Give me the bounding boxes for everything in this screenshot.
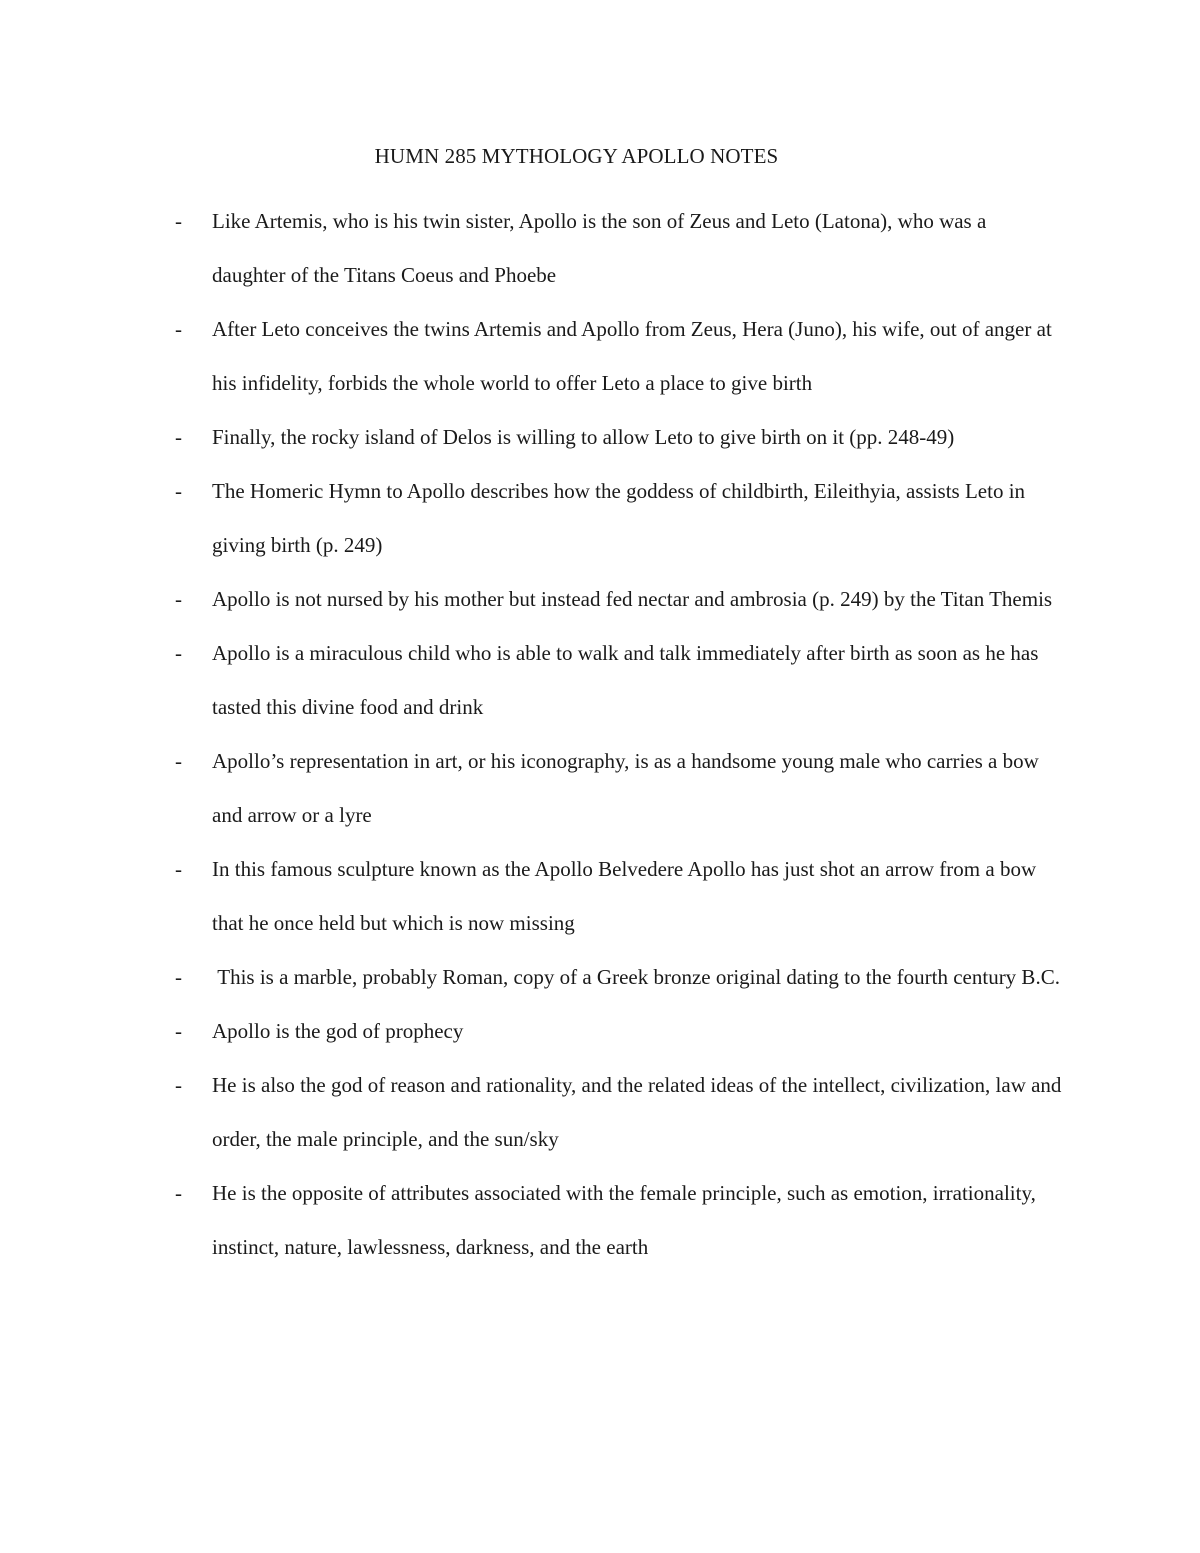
note-text: This is a marble, probably Roman, copy of a Greek bronze original dating to the fourth century B.C.: [212, 965, 1060, 989]
note-text: Finally, the rocky island of Delos is willing to allow Leto to give birth on it (pp. 248-49): [212, 425, 955, 449]
bullet-dash: -: [175, 479, 182, 503]
list-item: [0, 1004, 1062, 1058]
bullet-dash: -: [175, 1073, 182, 1097]
note-text: Apollo’s representation in art, or his iconography, is as a handsome young male who carries a bow and arrow or a lyre: [212, 749, 1039, 827]
bullet-dash: -: [175, 965, 182, 989]
bullet-dash: -: [175, 317, 182, 341]
note-text: Apollo is not nursed by his mother but instead fed nectar and ambrosia (p. 249) by the Titan Themis: [212, 587, 1053, 611]
note-text: Apollo is a miraculous child who is able to walk and talk immediately after birth as soon as he has tasted this divine food and drink: [212, 641, 1039, 719]
list-item: [0, 626, 1062, 734]
note-text: In this famous sculpture known as the Apollo Belvedere Apollo has just shot an arrow from a bow that he once held but which is now missing: [212, 857, 1037, 935]
bullet-dash: -: [175, 587, 182, 611]
list-item: [0, 734, 1062, 842]
bullet-dash: -: [175, 425, 182, 449]
list-item: [0, 194, 1062, 302]
notes-list: [0, 194, 1200, 1274]
list-item: [0, 842, 1062, 950]
note-text: Like Artemis, who is his twin sister, Apollo is the son of Zeus and Leto (Latona), who was a daughter of the Titans Coeus and Phoebe: [212, 209, 987, 287]
list-item: [0, 410, 1062, 464]
bullet-dash: -: [175, 857, 182, 881]
note-text: After Leto conceives the twins Artemis and Apollo from Zeus, Hera (Juno), his wife, out of anger at his infidelity, forbids the whole world to offer Leto a place to give birth: [212, 317, 1052, 395]
list-item: [0, 464, 1062, 572]
list-item: [0, 950, 1062, 1004]
list-item: [0, 1166, 1062, 1274]
note-text: The Homeric Hymn to Apollo describes how the goddess of childbirth, Eileithyia, assists Leto in giving birth (p. 249): [212, 479, 1026, 557]
bullet-dash: -: [175, 209, 182, 233]
list-item: [0, 572, 1062, 626]
bullet-dash: -: [175, 641, 182, 665]
bullet-dash: -: [175, 749, 182, 773]
note-text: Apollo is the god of prophecy: [212, 1019, 464, 1043]
note-text: He is also the god of reason and rationality, and the related ideas of the intellect, civilization, law and order, the male principle, and the sun/sky: [212, 1073, 1062, 1151]
bullet-dash: -: [175, 1181, 182, 1205]
note-text: He is the opposite of attributes associated with the female principle, such as emotion, irrationality, instinct, nature, lawlessness, darkness, and the earth: [212, 1181, 1036, 1259]
list-item: [0, 302, 1062, 410]
bullet-dash: -: [175, 1019, 182, 1043]
list-item: [0, 1058, 1062, 1166]
document-title: HUMN 285 MYTHOLOGY APOLLO NOTES: [374, 144, 779, 168]
